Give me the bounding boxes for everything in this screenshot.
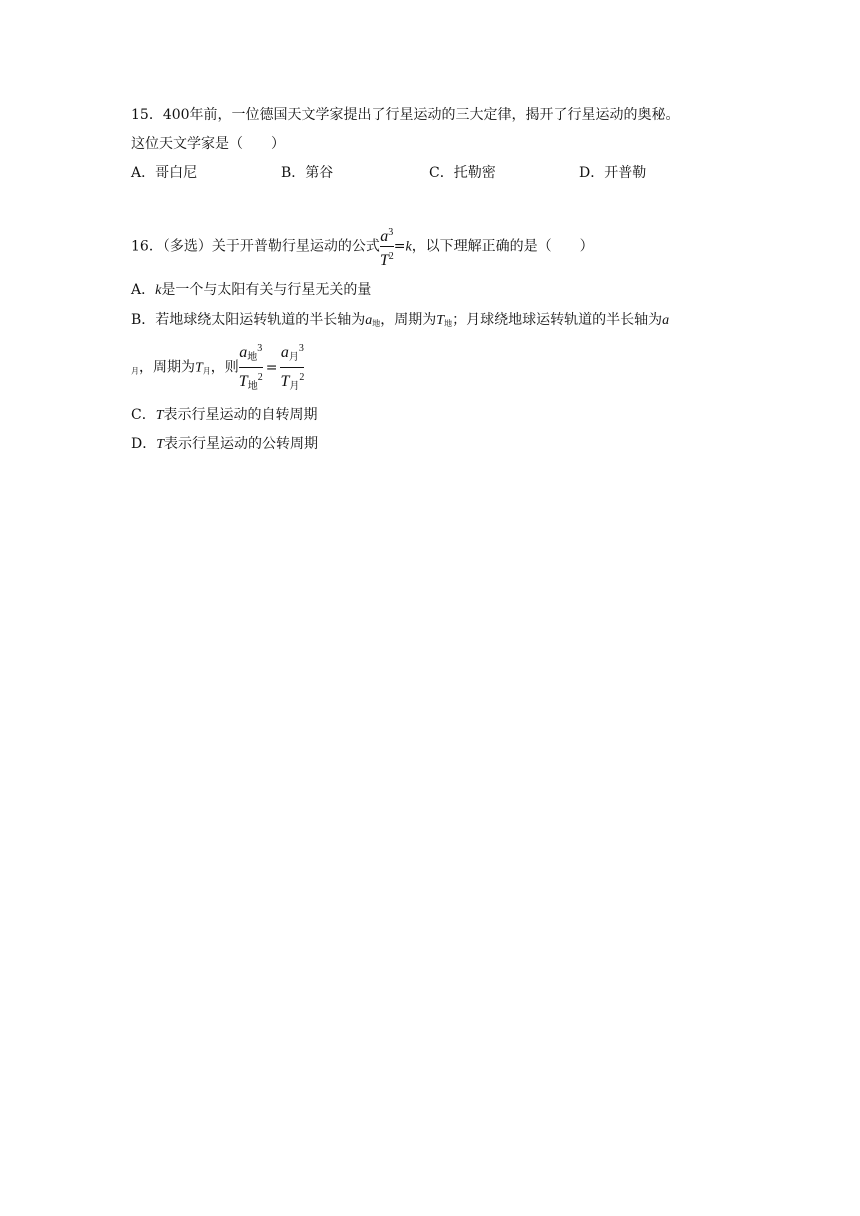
kepler-formula: $\frac{a^3}{T^2}$ [379,227,394,269]
q16-option-c: C．T表示行星运动的自转周期 [131,407,318,423]
q16-stem-prefix: 16．（多选）关于开普勒行星运动的公式 [131,238,380,255]
q16-stem: 16．（多选）关于开普勒行星运动的公式 $\frac{a^3}{T^2}$ =k，以下理解正确的是（ ） [131,224,594,270]
q15-option-d: D．开普勒 [579,165,647,181]
q16-option-b-line2: $_月$，周期为$T_月$，则 $\frac{a地^3}{T地^2}$ = $\frac{a月^3}{T月^2}$ [131,340,304,397]
q15-option-b: B．第谷 [281,165,334,181]
q16-option-a: A．k是一个与太阳有关与行星无关的量 [131,282,372,298]
q15-stem-line1: 15．400年前，一位德国天文学家提出了行星运动的三大定律，揭开了行星运动的奥秘。 [131,107,680,123]
q15-option-c: C．托勒密 [429,165,496,181]
moon-ratio-fraction: $\frac{a月^3}{T月^2}$ [280,343,305,392]
q16-option-d: D．T表示行星运动的公转周期 [131,436,319,452]
q15-options [131,163,691,183]
q15-option-a: A．哥白尼 [131,165,198,181]
q15-stem-line2: 这位天文学家是（ ） [131,136,285,152]
q16-stem-suffix: ，以下理解正确的是（ ） [411,238,594,255]
q16-option-b-line1: B．若地球绕太阳运转轨道的半长轴为$a_地$，周期为$T_地$；月球绕地球运转轨道的半长轴为a [131,312,670,328]
earth-ratio-fraction: $\frac{a地^3}{T地^2}$ [238,343,263,392]
